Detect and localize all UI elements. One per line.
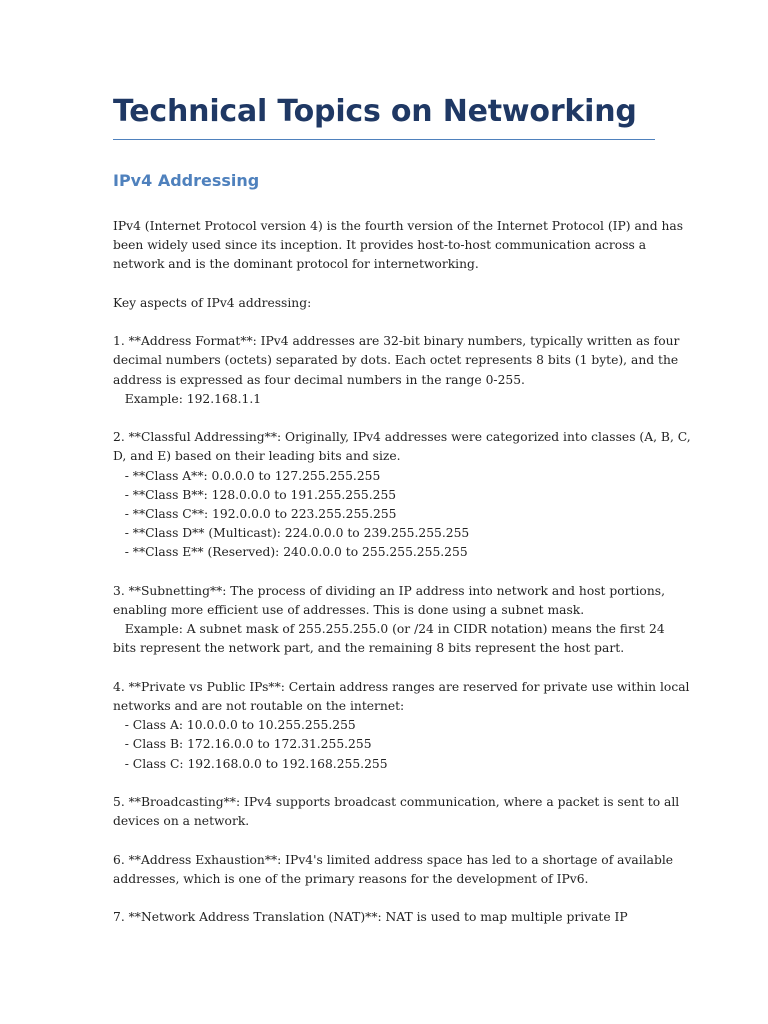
text-line: networks and are not routable on the internet: [113,699,405,713]
page-title: Technical Topics on Networking [113,92,655,140]
paragraph [113,428,691,562]
text-line: - **Class E** (Reserved): 240.0.0.0 to 255.255.255.255 [113,545,468,560]
text-line: - **Class B**: 128.0.0.0 to 191.255.255.255 [113,487,397,502]
text-line: devices on a network. [113,814,250,829]
paragraph [113,908,655,927]
text-line: Example: A subnet mask of 255.255.255.0 (or /24 in CIDR notation) means the first 24 [113,622,665,637]
text-line: IPv4 (Internet Protocol version 4) is the fourth version of the Internet Protocol (IP) and has [113,219,684,233]
text-line: 2. **Classful Addressing**: Originally, IPv4 addresses were categorized into classes (A, B, C, [113,430,691,445]
text-line: 1. **Address Format**: IPv4 addresses are 32-bit binary numbers, typically written as four [113,334,680,349]
text-line: bits represent the network part, and the remaining 8 bits represent the host part. [113,641,625,656]
paragraph [113,678,690,774]
text-line: Example: 192.168.1.1 [113,391,262,406]
section-heading: IPv4 Addressing [113,171,260,190]
text-line: - **Class A**: 0.0.0.0 to 127.255.255.255 [113,468,381,483]
text-line: 4. **Private vs Public IPs**: Certain address ranges are reserved for private use within local [113,679,690,694]
paragraph [113,294,655,313]
paragraph [113,217,684,275]
text-line: decimal numbers (octets) separated by dots. Each octet represents 8 bits (1 byte), and the [113,353,679,368]
paragraph [113,793,680,831]
paragraph [113,851,674,889]
text-line: network and is the dominant protocol for internetworking. [113,257,479,272]
paragraph [113,332,680,409]
text-line: address is expressed as four decimal numbers in the range 0-255. [113,372,525,387]
text-line: addresses, which is one of the primary reasons for the development of IPv6. [113,871,589,886]
text-line: - Class A: 10.0.0.0 to 10.255.255.255 [113,718,356,733]
text-line: been widely used since its inception. It provides host-to-host communication across a [113,238,647,253]
text-line: 5. **Broadcasting**: IPv4 supports broadcast communication, where a packet is sent to all [113,795,680,809]
text-line: 3. **Subnetting**: The process of dividing an IP address into network and host portions, [113,583,665,598]
text-line: - Class C: 192.168.0.0 to 192.168.255.255 [113,756,388,771]
text-line: D, and E) based on their leading bits and size. [113,449,401,464]
text-line: enabling more efficient use of addresses. This is done using a subnet mask. [113,603,585,617]
document-body [113,217,691,927]
text-line: - **Class D** (Multicast): 224.0.0.0 to 239.255.255.255 [113,526,470,541]
paragraph [113,582,665,659]
text-line: - **Class C**: 192.0.0.0 to 223.255.255.255 [113,507,397,521]
text-line: 6. **Address Exhaustion**: IPv4's limited address space has led to a shortage of available [113,852,674,867]
text-line: - Class B: 172.16.0.0 to 172.31.255.255 [113,737,372,752]
text-line: Key aspects of IPv4 addressing: [113,295,312,310]
text-line: 7. **Network Address Translation (NAT)**: NAT is used to map multiple private IP [113,910,628,925]
document-page [113,92,691,927]
